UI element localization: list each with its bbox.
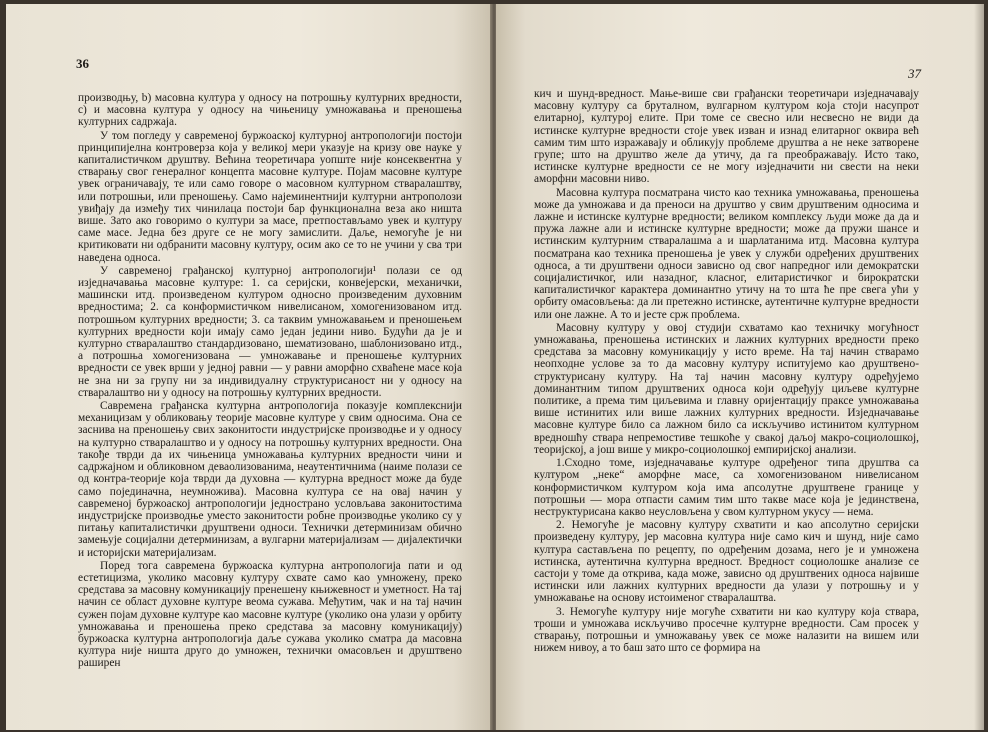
left-paragraph: У савременој грађанској културној антропологији¹ полази се од изједначавања масовне културе: 1. са серијски, конвејерски, механички, машински итд. произведеном културом односно произведеним духовним вредностима; 2. са конформистичком нивелисаном, хомогенизованом итд. потрошњом културних вредности; 3. са таквим умножавањем и преношењем културних вредности који имају само један једини ниво. Будући да је и културно стваралаштво стандардизовано, шематизовано, шаблонизовано итд., а потрошња хомогенизована — умножавање и преношење културних вредности се увек врши у једној равни — у равни аморфно схваћене масе која не зна ни за групу ни за индивидуалну структурисаност ни у односу на стваралаштво ни у односу на потрошњу културних вредности. [78, 264, 462, 399]
left-paragraph: У том погледу у савременој буржоаској културној антропологији постоји принципијелна контроверза која у великој мери указује на кризу ове науке у капиталистичком друштву. Већина теоретичара уопште није консеквентна у стварању свог генералног концепта масовне културе. Појам масовне културе увек ограничавају, те или само говоре о масовном културном стваралаштву, или потрошњи, или преношењу. Само најеминентнији културни антрополози увиђају да између тих чинилаца постоји бар функционална веза ако ништа више. Зато ако говоримо о култури за масе, претпостављамо увек и културу саме масе. Једна без друге се не могу замислити. Даље, немогуће је ни критиковати ни одбранити масовну културу, осим ако се то не учини у сва три наведена односа. [78, 129, 462, 264]
right-page-number: 37 [908, 66, 921, 81]
right-paragraph: кич и шунд-вредност. Мање-више сви грађански теоретичари изједначавају масовну културу са бруталном, вулгарном културом која стоји насупрот елитарној, културој елите. При томе се свесно или несвесно не види да истинске културне вредности стоје увек изван и изнад елитарног оквира већ самим тим што изражавају и обликују проблеме друштва а не неке затворене групе; што на друштво желе да утичу, да га преображавају. Исто тако, истинске културне вредности се не могу изједначити ни свести на неки аморфни масовни ниво. [534, 88, 919, 186]
left-page-text [78, 92, 462, 670]
open-book [6, 4, 984, 730]
right-paragraph: Масовну културу у овој студији схватамо као техничку могућност умножавања, преношења истинских и лажних културних вредности преко средстава за масовну комуникацију у исто време. На тај начин стварамо неопходне услове за то да масовну културу испитујемо као друштвено-структурисану културу. На тај начин масовну културу одређујемо доминантним типом друштвених односа који одређују циљеве културне политике, а према тим циљевима и главну оријентацију праксе умножавања више истинитих или више лажних културних вредности. Изједначавање масовне културе било са лажном било са искључиво истинитом културном вредношћу ствара непремостиве тешкоће у свакој даљој макро-социолошкој, теоријској, а још више у микро-социолошкој емпиријској анализи. [534, 321, 919, 456]
right-page-text [534, 88, 919, 654]
left-page-number: 36 [76, 56, 89, 71]
right-paragraph: 2. Немогуће је масовну културу схватити и као апсолутно серијски произведену културу, јер масовна култура није само кич и шунд, није само култура састављена по рецепту, по одређеним дозама, него је и умножена истинска, аутентична културна вредност. Вредност социолошке анализе се састоји у томе да открива, када може, зависно од друштвених односа највише истински или лажних културних вредности да улази у потрошњу и у умножавање на основу истоименог стваралаштва. [534, 519, 919, 605]
right-paragraph: Масовна култура посматрана чисто као техника умножавања, преношења може да умножава и да преноси на друштво у свим друштвеним односима и лажне и истинске културне вредности; великом комплексу људи може да да и пружа лажне али и истинске културне вредности; може да пружи шансе и истинским културним стваралашма а и шарлатанима итд. Масовна култура посматрана као техника преношења је увек у служби одређених друштвених односа, а ти друштвени односи зависно од свог напредног или демократски социјалистичког, или назадног, класног, елитаристичког и бирократски капиталистичког карактера доминантно утичу на то шта ће пре свега ући у орбиту омасовљења: да ли претежно истинске, аутентичне културне вредности или оне лажне. А то и јесте срж проблема. [534, 186, 919, 321]
left-paragraph: производњу, b) масовна култура у односу на потрошњу културних вредности, с) и масовна култура у односу на чињеницу умножавања и преношења културних садржаја. [78, 92, 462, 129]
left-paragraph: Савремена грађанска културна антропологија показује комплекснији механицизам у обликовању теорије масовне културе у свим односима. Она се заснива на преношењу свих законитости индустријске производње и у односу на културно стваралаштво и у односу на потрошњу културних вредности. Она такође тврди да их чињеница умножавања културних вредности чини и садржајном и обликовном деваолизованима, неаутентичнима (наиме полази се од контра-теорије која тврди да духовна — културна вредност може да буде само појединачна, неумножива). Масовна култура се на овај начин у савременој буржоаској антропологији једнострано условљава законитостима индустријске производње уместо законитости робне производње уколико су у питању капиталистички друштвени односи. Технички детерминизам обично замењује социјални детерминизам, а вулгарни материјализам — дијалектички и историјски материјализам. [78, 400, 462, 559]
right-paragraph: 1.Сходно томе, изједначавање културе одређеног типа друштва са културом „неке“ аморфне масе, са хомогенизованом нивелисаном конформистичком културом која има апсолутне друштвене границе у потрошњи — мора отпасти самим тим што такве масе која је јединствена, неструктурисана какво неусловљена у свом културном укусу — нема. [534, 457, 919, 518]
right-page [496, 4, 984, 730]
left-page [6, 4, 492, 730]
left-paragraph: Поред тога савремена буржоаска културна антропологија пати и од естетицизма, уколико масовну културу схвате само као умножену, преко средстава за масовну комуникацију пренешену књижевност и уметност. На тај начин се област духовне културе веома сужава. Међутим, чак и на тај начин сужен појам духовне културе као масовне културе (уколико она улази у орбиту умножавања и преношења преко средстава за масовну комуникацију) буржоаска културна антропологија даље сужава уколико сматра да масовна култура није ништа друго до умножен, технички омасовљен и друштвено раширен [78, 559, 462, 670]
right-paragraph: 3. Немогуће културу није могуће схватити ни као културу која ствара, троши и умножава искључиво просечне културне вредности. Сам просек у стварању, потрошњи и умножавању увек се може налазити на вишем или нижем нивоу, а то баш зато што се формира на [534, 605, 919, 655]
page-edge-shadow [974, 4, 984, 730]
